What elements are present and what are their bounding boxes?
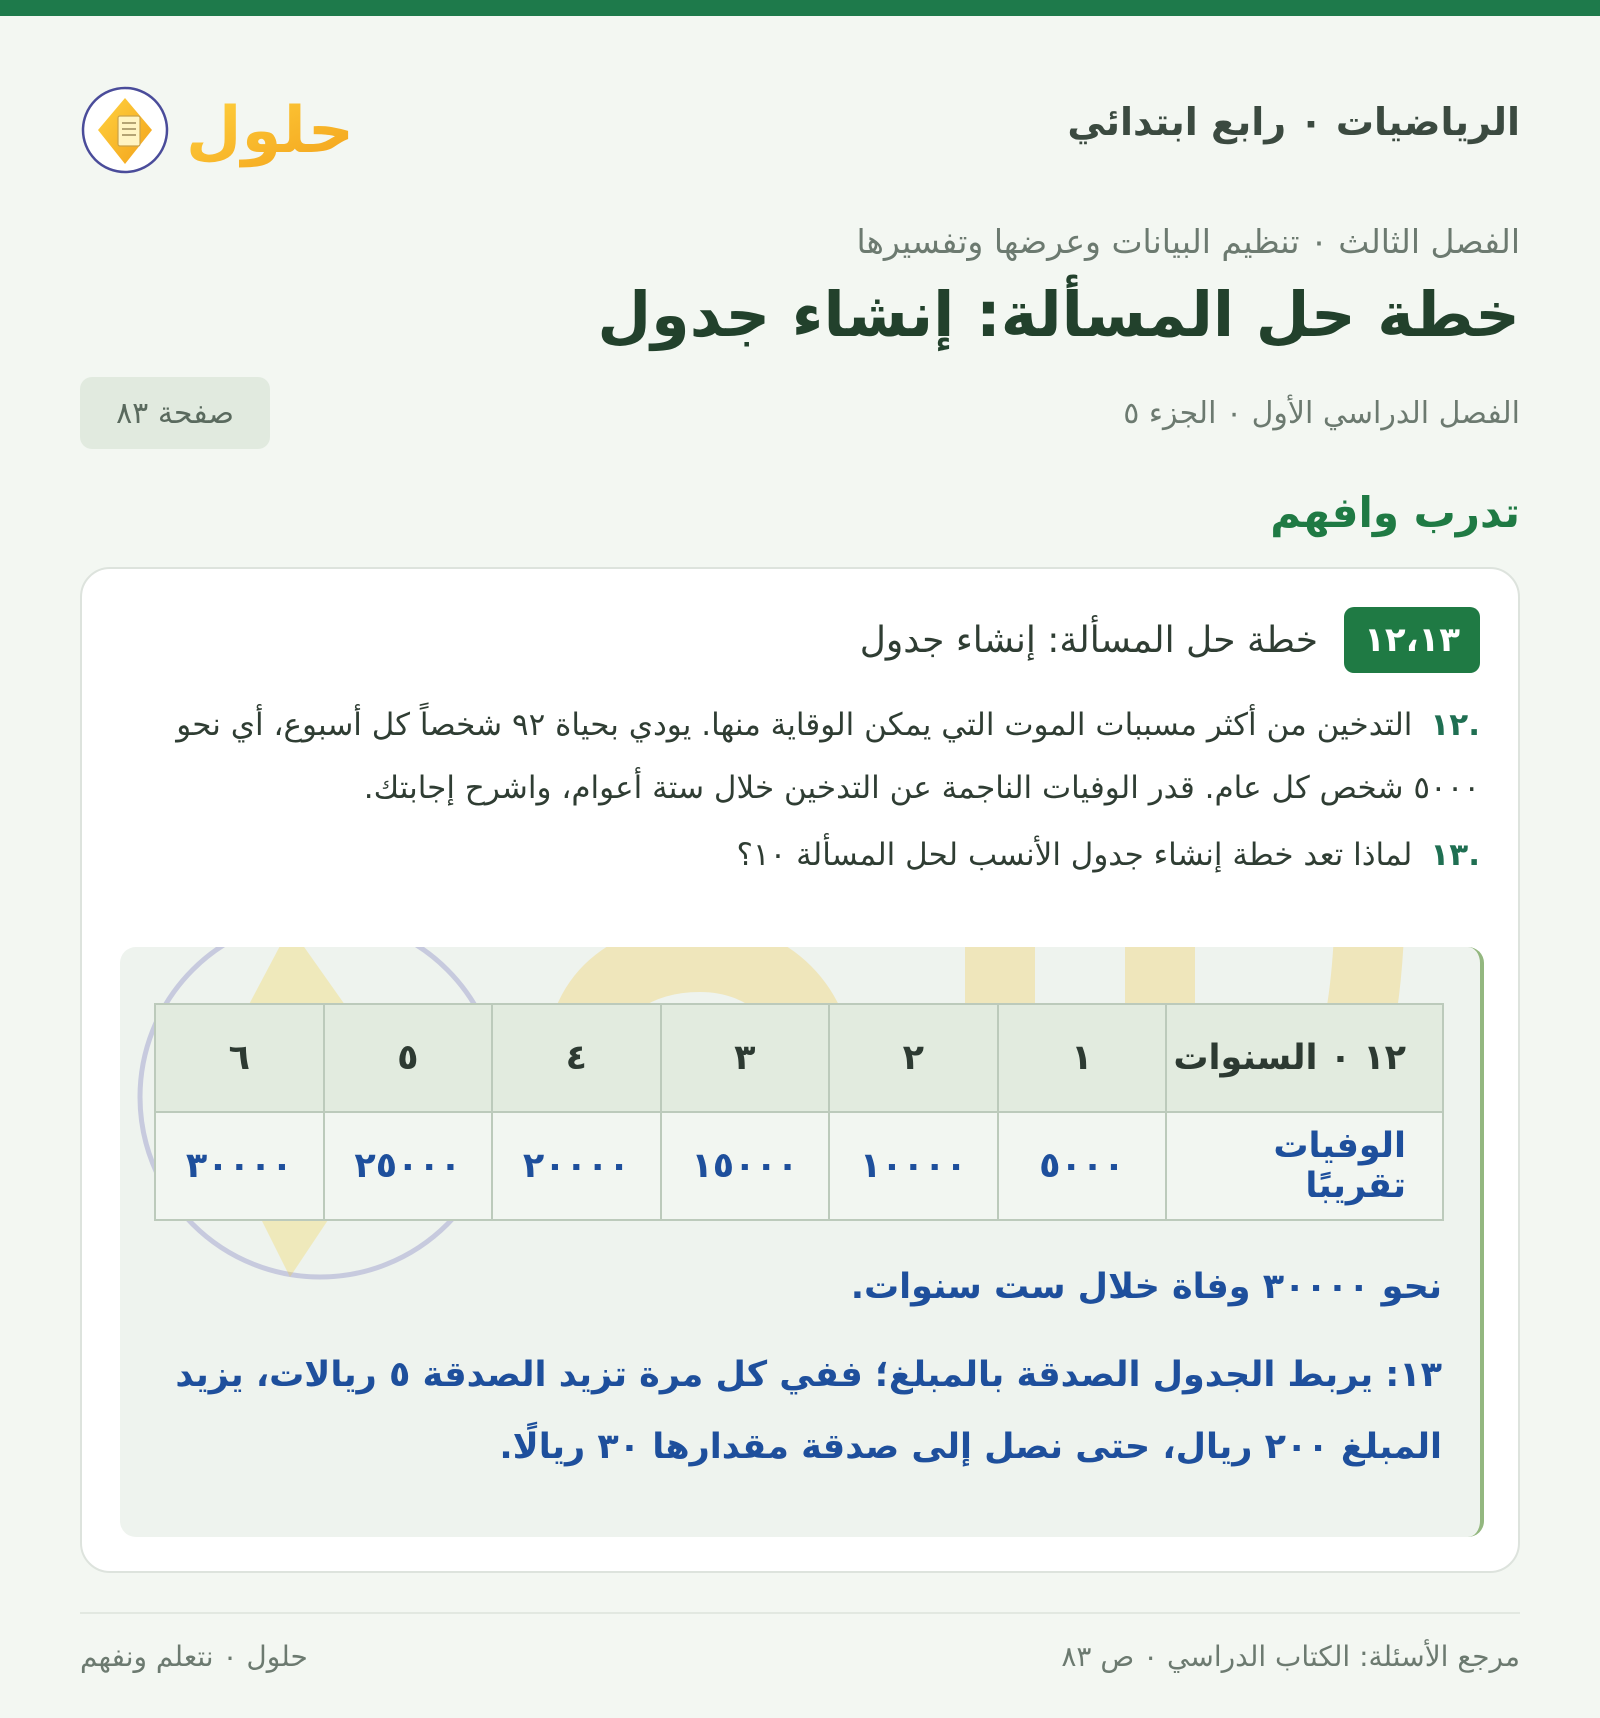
hulul-logo[interactable] — [80, 70, 360, 180]
table-cell: ٥ — [324, 1004, 493, 1112]
question-number: .١٣ — [1430, 837, 1480, 873]
logo-mark-icon — [80, 70, 360, 180]
question-text: لماذا تعد خطة إنشاء جدول الأنسب لحل المسألة ١٠؟ — [736, 837, 1413, 873]
question-number: .١٢ — [1430, 707, 1480, 743]
page-title: خطة حل المسألة: إنشاء جدول — [597, 278, 1520, 351]
table-cell: ٣٠٠٠٠ — [155, 1112, 324, 1220]
top-accent-bar — [0, 0, 1600, 16]
table-cell: ٢٠٠٠٠ — [492, 1112, 661, 1220]
deaths-row-label: الوفيات تقريبًا — [1166, 1112, 1443, 1220]
answer-box — [120, 947, 1484, 1537]
question-card — [80, 567, 1520, 1573]
question-range-badge: ١٢،١٣ — [1344, 607, 1480, 673]
table-cell: ٢ — [829, 1004, 998, 1112]
question-13 — [150, 824, 1480, 887]
table-cell: ١٥٠٠٠ — [661, 1112, 830, 1220]
table-cell: ٤ — [492, 1004, 661, 1112]
table-cell: ١ — [998, 1004, 1167, 1112]
table-cell: ٥٠٠٠ — [998, 1112, 1167, 1220]
section-title: تدرب وافهم — [1270, 488, 1520, 537]
footer-reference: مرجع الأسئلة: الكتاب الدراسي ۰ ص ٨٣ — [1061, 1640, 1520, 1673]
table-row — [155, 1112, 1443, 1220]
page-header — [80, 70, 1520, 180]
table-cell: ٢٥٠٠٠ — [324, 1112, 493, 1220]
question-card-title: خطة حل المسألة: إنشاء جدول — [859, 619, 1319, 661]
table-cell: ٣ — [661, 1004, 830, 1112]
table-row — [155, 1004, 1443, 1112]
question-12 — [150, 694, 1480, 820]
deaths-table — [154, 1003, 1444, 1221]
years-row-label: ١٢ ۰ السنوات — [1166, 1004, 1443, 1112]
question-text: التدخين من أكثر مسببات الموت التي يمكن الوقاية منها. يودي بحياة ٩٢ شخصاً كل أسبوع، أي نحو ٥٠٠٠ شخص كل عام. قدر الوفيات الناجمة عن التدخين خلال ستة أعوام، واشرح إجابتك. — [176, 707, 1480, 806]
footer-divider — [80, 1612, 1520, 1614]
table-cell: ١٠٠٠٠ — [829, 1112, 998, 1220]
page-number-badge: صفحة ٨٣ — [80, 377, 270, 449]
chapter-label: الفصل الثالث ۰ تنظيم البيانات وعرضها وتفسيرها — [856, 222, 1520, 261]
semester-label: الفصل الدراسي الأول ۰ الجزء ٥ — [1123, 396, 1520, 431]
question-card-header — [860, 607, 1480, 673]
svg-text:حلول: حلول — [186, 94, 354, 168]
subject-title: الرياضيات ۰ رابع ابتدائي — [1067, 100, 1520, 144]
answer-12: نحو ٣٠٠٠٠ وفاة خلال ست سنوات. — [850, 1267, 1442, 1307]
answer-13: ١٣: يربط الجدول الصدقة بالمبلغ؛ ففي كل مرة تزيد الصدقة ٥ ريالات، يزيد المبلغ ٢٠٠ ريال، حتى نصل إلى صدقة مقدارها ٣٠ ريالًا. — [175, 1355, 1442, 1467]
table-cell: ٦ — [155, 1004, 324, 1112]
footer-brand: حلول ۰ نتعلم ونفهم — [80, 1640, 308, 1673]
